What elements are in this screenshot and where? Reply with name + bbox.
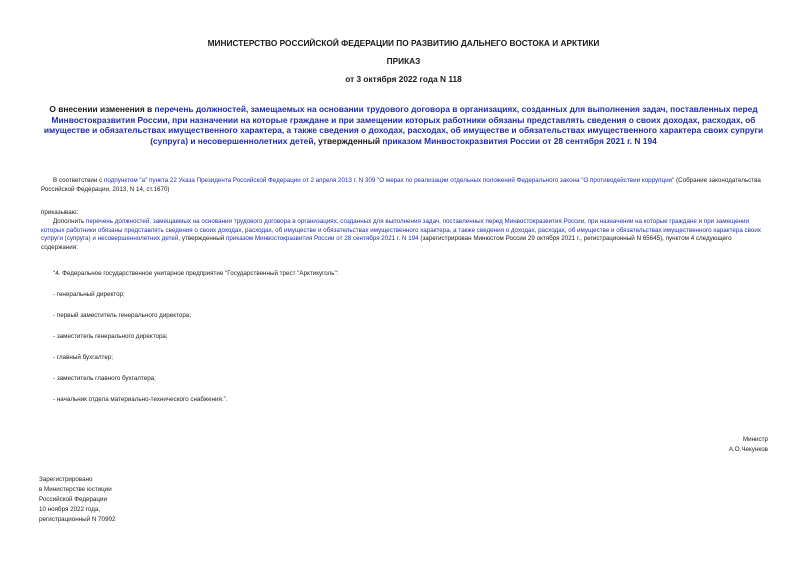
title-middle: , утвержденный — [313, 135, 383, 146]
registration-line: Зарегистрировано — [39, 476, 93, 483]
preamble-link-decree[interactable]: подпунктом "а" пункта 22 Указа Президента Российской Федерации от 2 апреля 2013 г. N 309 "О мерах по реализации отдельных положений Федерального закона "О противодействии коррупции" — [103, 177, 675, 184]
preamble-text-end: (Собрание законодательства Российской Федерации, 2013, N 14, ст.1670) — [41, 177, 761, 193]
title-link-list[interactable]: перечень должностей, замещаемых на основании трудового договора в организациях, созданных для выполнения задач, поставленных перед Минвостокразвития России, при назначении на которые граждане и при замещении которых работники обязаны представлять сведения о своих доходах, расходах, об имуществе и обязательствах имущественного характера, а также сведения о доходах, расходах, об имуществе и обязательствах имущественного характера своих супруги (супруга) и несовершеннолетних детей — [43, 104, 764, 146]
registration-line: Российской Федерации — [39, 496, 107, 503]
registration-line: 10 ноября 2022 года, — [39, 506, 101, 513]
list-item: - генеральный директор; — [53, 291, 125, 298]
main-link-order[interactable]: приказом Минвостокразвития России от 28 сентября 2021 г. N 194 — [225, 235, 419, 243]
list-item: "4. Федеральное государственное унитарное предприятие "Государственный трест "Арктикуголь": — [53, 270, 339, 277]
doc-type-heading: ПРИКАЗ — [386, 56, 421, 66]
signature-position: Министр — [742, 436, 768, 443]
preamble-text-start: В соответствии с — [53, 177, 104, 184]
document-title — [40, 104, 767, 146]
ministry-heading: МИНИСТЕРСТВО РОССИЙСКОЙ ФЕДЕРАЦИИ ПО РАЗВИТИЮ ДАЛЬНЕГО ВОСТОКА И АРКТИКИ — [207, 38, 600, 48]
order-word: приказываю: — [41, 209, 79, 216]
main-paragraph — [41, 218, 770, 252]
main-text-middle: , утвержденный — [178, 235, 226, 243]
title-link-order[interactable]: приказом Минвостокразвития России от 28 сентября 2021 г. N 194 — [382, 135, 657, 146]
list-item: - заместитель генерального директора; — [53, 333, 168, 340]
list-item: - главный бухгалтер; — [53, 354, 114, 361]
main-text-start: Дополнить — [53, 218, 86, 225]
registration-line: регистрационный N 70902 — [39, 516, 116, 523]
title-prefix: О внесении изменения в — [49, 104, 155, 114]
list-item: - начальник отдела материально-технического снабжения.". — [53, 396, 228, 403]
signature-name: А.О.Чекунков — [728, 446, 768, 453]
list-item: - первый заместитель генерального директора; — [53, 312, 192, 319]
list-item: - заместитель главного бухгалтера; — [53, 375, 156, 382]
main-link-list[interactable]: перечень должностей, замещаемых на основании трудового договора в организациях, созданных для выполнения задач, поставленных перед Минвостокразвития России, при назначении на которые граждане и при замещении которых работники обязаны представлять сведения о своих доходах, расходах, об имуществе и обязательствах имущественного характера, а также сведения о доходах, расходах, об имуществе и обязательствах имущественного характера своих супруги (супруга) и несовершеннолетних детей — [41, 218, 762, 243]
main-text-end: (зарегистрирован Минюстом России 29 октября 2021 г., регистрационный N 65645), пунктом 4 следующего содержания: — [41, 235, 732, 251]
date-number-heading: от 3 октября 2022 года N 118 — [345, 74, 462, 84]
registration-line: в Министерстве юстиции — [39, 486, 112, 493]
preamble-paragraph — [41, 177, 770, 194]
